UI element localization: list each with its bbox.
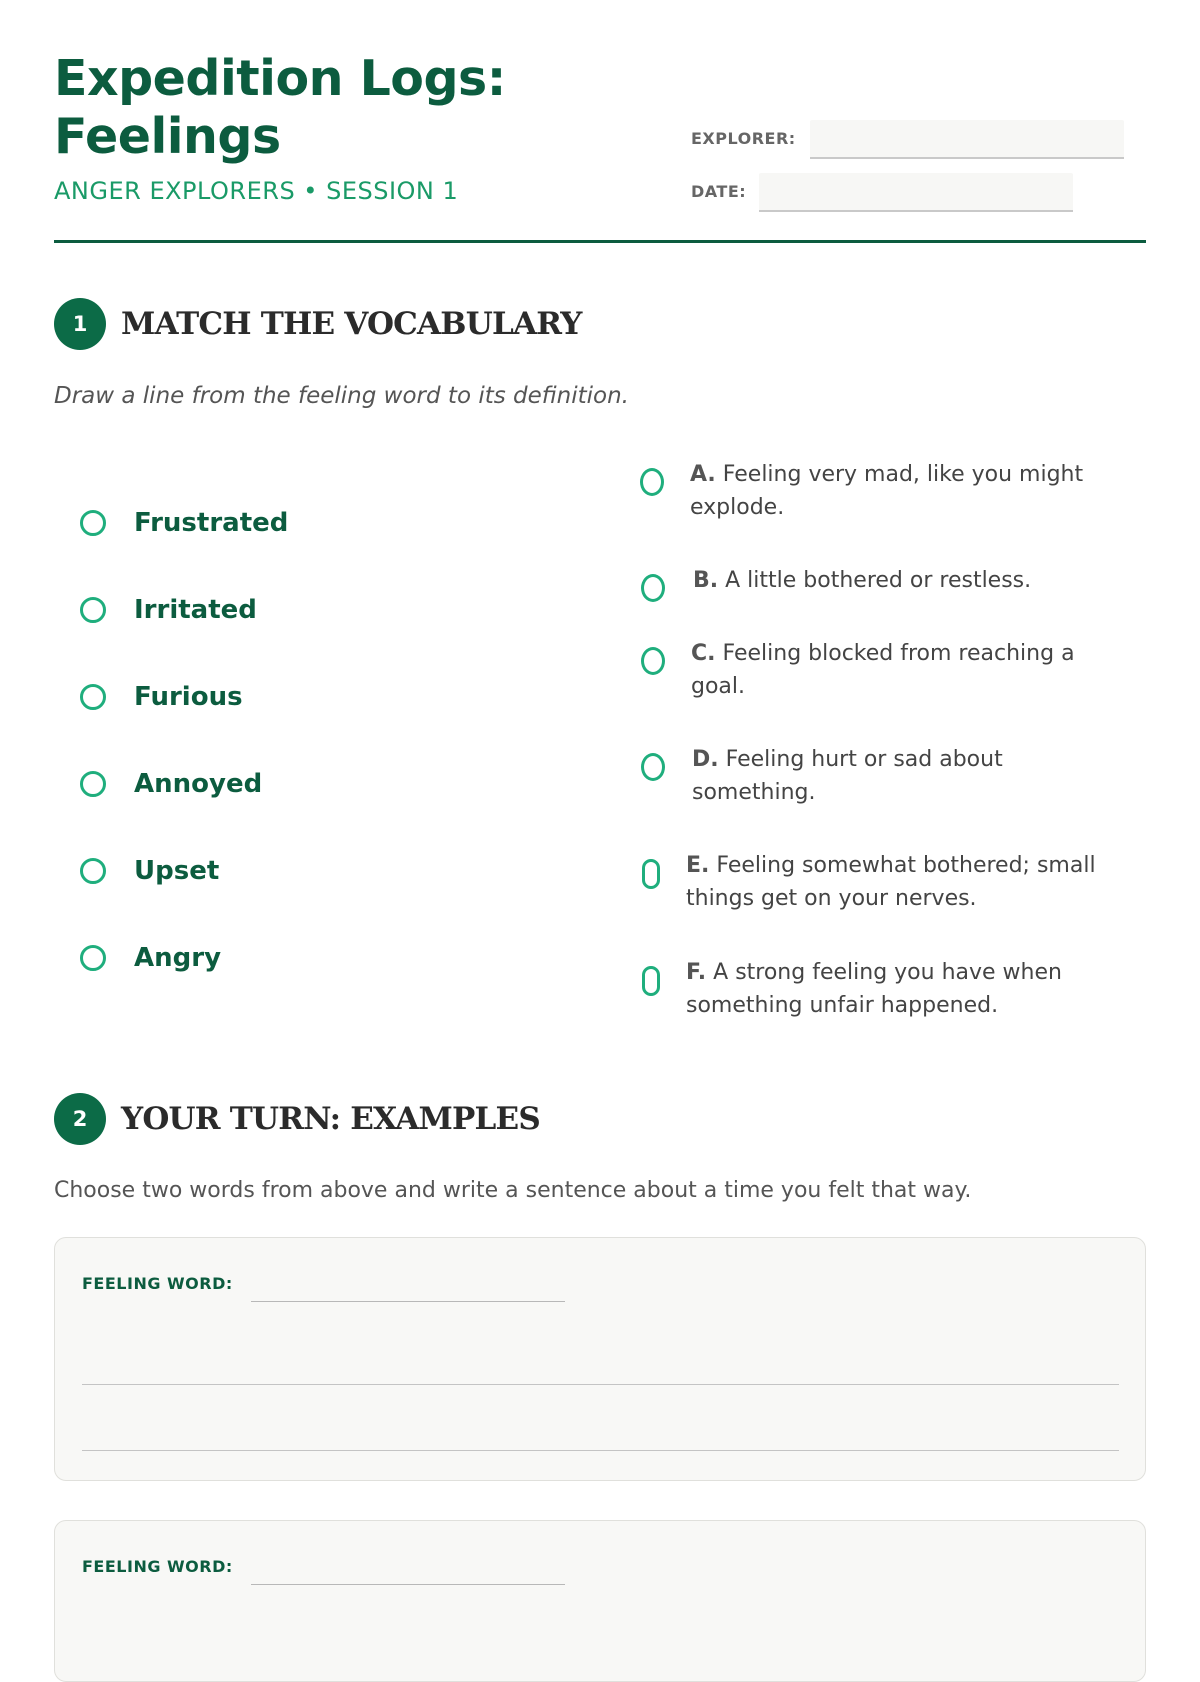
header-divider — [54, 240, 1146, 243]
section-2-number-badge: 2 — [54, 1093, 106, 1145]
section-1-instruction: Draw a line from the feeling word to its definition. — [54, 383, 629, 409]
definition-letter: C. — [691, 641, 716, 666]
definition-text — [690, 458, 1110, 524]
word-connector-dot[interactable] — [80, 597, 106, 623]
word-label: Furious — [134, 682, 243, 712]
definition-connector-dot[interactable] — [640, 468, 664, 496]
section-2-instruction: Choose two words from above and write a sentence about a time you felt that way. — [54, 1178, 972, 1203]
definition-text — [692, 743, 1112, 809]
explorer-name-field[interactable] — [810, 120, 1124, 159]
word-label: Angry — [134, 943, 222, 973]
example-box-1 — [54, 1237, 1146, 1481]
definition-text — [693, 564, 1113, 597]
definition-letter: B. — [693, 568, 719, 593]
word-connector-dot[interactable] — [80, 771, 106, 797]
definition-connector-dot[interactable] — [641, 753, 665, 781]
feeling-word-label: FEELING WORD: — [82, 1557, 233, 1576]
definition-text — [686, 849, 1096, 915]
definition-body: A strong feeling you have when something unfair happened. — [686, 960, 1062, 1018]
page-title: Expedition Logs: Feelings — [54, 50, 506, 165]
sentence-writing-line[interactable] — [82, 1450, 1119, 1451]
feeling-word-input-line[interactable] — [251, 1301, 565, 1302]
definition-body: Feeling hurt or sad about something. — [692, 747, 1003, 805]
example-box-2 — [54, 1520, 1146, 1682]
word-connector-dot[interactable] — [80, 510, 106, 536]
word-connector-dot[interactable] — [80, 945, 106, 971]
definition-text — [691, 637, 1111, 703]
definition-connector-dot[interactable] — [642, 966, 660, 996]
definition-connector-dot[interactable] — [641, 574, 665, 602]
date-label: DATE: — [691, 182, 747, 201]
definition-body: Feeling blocked from reaching a goal. — [691, 641, 1075, 699]
explorer-label: EXPLORER: — [691, 129, 796, 148]
feeling-word-label: FEELING WORD: — [82, 1274, 233, 1293]
word-label: Frustrated — [134, 508, 289, 538]
word-label: Annoyed — [134, 769, 263, 799]
definition-letter: E. — [686, 853, 710, 878]
definition-body: Feeling somewhat bothered; small things get on your nerves. — [686, 853, 1096, 911]
session-subtitle: ANGER EXPLORERS • SESSION 1 — [54, 177, 459, 205]
definition-connector-dot[interactable] — [642, 859, 660, 889]
word-connector-dot[interactable] — [80, 684, 106, 710]
word-connector-dot[interactable] — [80, 858, 106, 884]
section-1-title: MATCH THE VOCABULARY — [121, 306, 582, 342]
word-label: Irritated — [134, 595, 257, 625]
feeling-word-input-line[interactable] — [251, 1584, 565, 1585]
word-label: Upset — [134, 856, 220, 886]
definition-text — [686, 956, 1106, 1022]
definition-connector-dot[interactable] — [641, 647, 665, 675]
section-2-title: YOUR TURN: EXAMPLES — [121, 1101, 540, 1137]
section-1-number-badge: 1 — [54, 298, 106, 350]
definition-letter: D. — [692, 747, 719, 772]
definition-body: A little bothered or restless. — [725, 568, 1032, 593]
definition-letter: F. — [686, 960, 707, 985]
definition-body: Feeling very mad, like you might explode. — [690, 462, 1084, 520]
worksheet-page — [54, 0, 1146, 1600]
definition-letter: A. — [690, 462, 716, 487]
date-field[interactable] — [759, 173, 1073, 212]
sentence-writing-line[interactable] — [82, 1384, 1119, 1385]
